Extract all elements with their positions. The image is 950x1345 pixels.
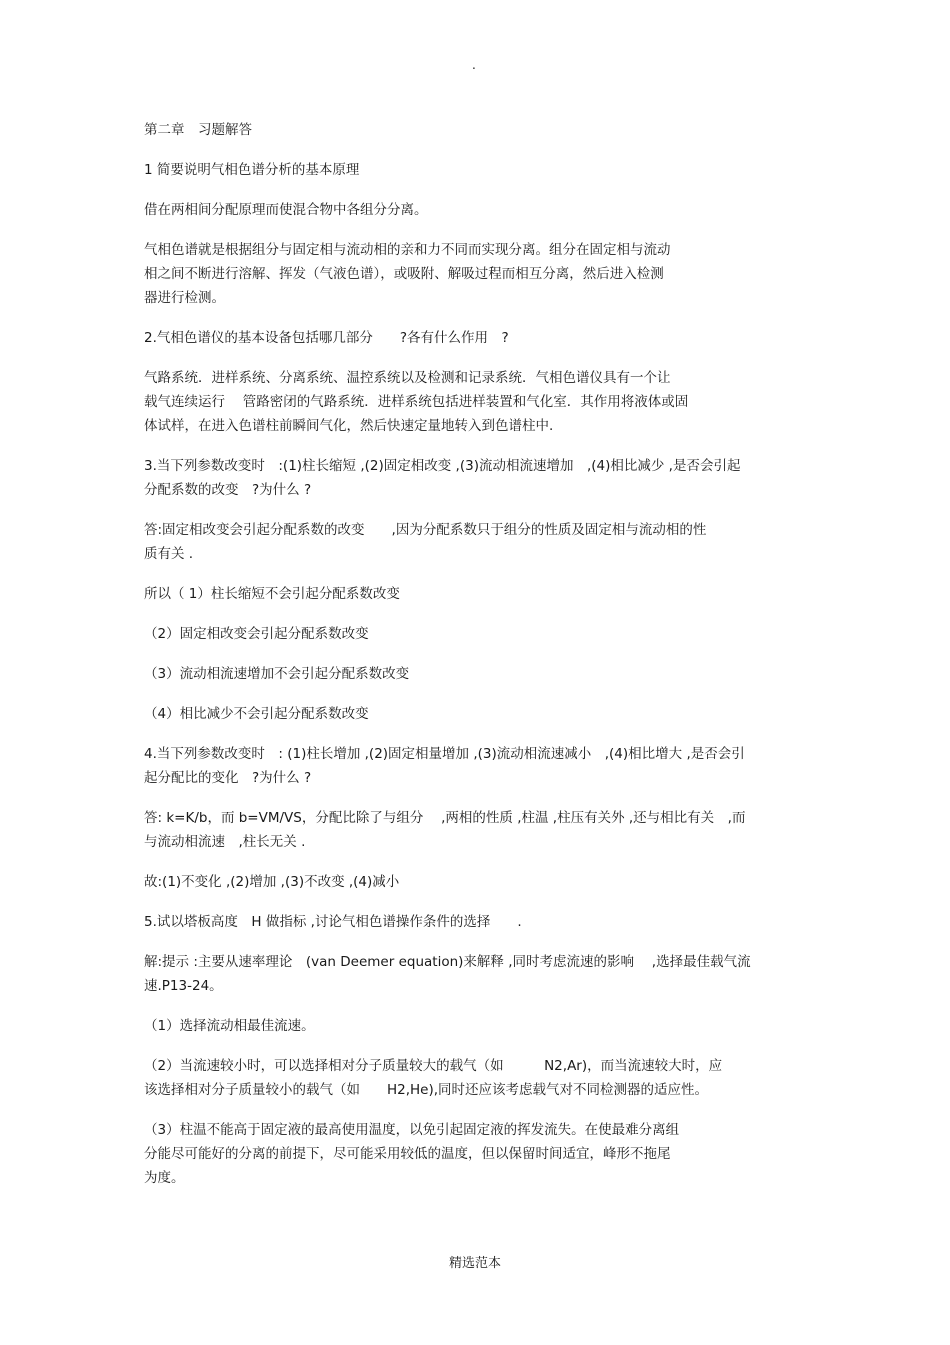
answer-3-item-3: （3）流动相流速增加不会引起分配系数改变 <box>144 666 410 682</box>
header-dot: . <box>472 58 476 72</box>
chapter-title: 第二章 习题解答 <box>144 122 252 138</box>
question-1: 1 简要说明气相色谱分析的基本原理 <box>144 162 360 178</box>
answer-5-item-2: （2）当流速较小时，可以选择相对分子质量较大的载气（如 N2,Ar)，而当流速较大时，应 该选择相对分子质量较小的载气（如 H2,He),同时还应该考虑载气对不同检测器的适应性。 <box>144 1058 723 1098</box>
answer-5-item-1: （1）选择流动相最佳流速。 <box>144 1018 315 1034</box>
question-4: 4.当下列参数改变时 : (1)柱长增加 ,(2)固定相量增加 ,(3)流动相流速减小 ,(4)相比增大 ,是否会引 起分配比的变化 ?为什么 ? <box>144 746 745 786</box>
page-footer: 精选范本 <box>448 1256 501 1271</box>
answer-1-detail: 气相色谱就是根据组分与固定相与流动相的亲和力不同而实现分离。组分在固定相与流动 相之间不断进行溶解、挥发（气液色谱），或吸附、解吸过程而相互分离，然后进入检测 器进行检测。 <box>144 242 671 306</box>
answer-3-item-1: 所以（ 1）柱长缩短不会引起分配系数改变 <box>144 586 400 602</box>
answer-1-line: 借在两相间分配原理而使混合物中各组分分离。 <box>144 202 428 218</box>
question-3: 3.当下列参数改变时 :(1)柱长缩短 ,(2)固定相改变 ,(3)流动相流速增加 ,(4)相比减少 ,是否会引起 分配系数的改变 ?为什么 ? <box>144 458 741 498</box>
answer-5-item-3: （3）柱温不能高于固定液的最高使用温度，以免引起固定液的挥发流失。在使最难分离组 分能尽可能好的分离的前提下，尽可能采用较低的温度，但以保留时间适宜，峰形不拖尾 为度。 <box>144 1122 680 1186</box>
answer-3: 答:固定相改变会引起分配系数的改变 ,因为分配系数只于组分的性质及固定相与流动相的性 质有关 . <box>144 522 707 562</box>
question-5: 5.试以塔板高度 H 做指标 ,讨论气相色谱操作条件的选择 . <box>144 914 522 930</box>
document-body <box>144 118 804 1206</box>
answer-3-item-4: （4）相比减少不会引起分配系数改变 <box>144 706 369 722</box>
answer-4-conclusion: 故:(1)不变化 ,(2)增加 ,(3)不改变 ,(4)减小 <box>144 874 400 890</box>
answer-4: 答: k=K/b，而 b=VM/VS，分配比除了与组分 ,两相的性质 ,柱温 ,柱压有关外 ,还与相比有关 ,而 与流动相流速 ,柱长无关 . <box>144 810 746 850</box>
answer-2: 气路系统．进样系统、分离系统、温控系统以及检测和记录系统．气相色谱仪具有一个让 载气连续运行 管路密闭的气路系统．进样系统包括进样装置和气化室．其作用将液体或固 体试样，在进入色谱柱前瞬间气化，然后快速定量地转入到色谱柱中. <box>144 370 689 434</box>
question-2: 2.气相色谱仪的基本设备包括哪几部分 ?各有什么作用 ? <box>144 330 509 346</box>
answer-3-item-2: （2）固定相改变会引起分配系数改变 <box>144 626 369 642</box>
answer-5-hint: 解:提示 :主要从速率理论 (van Deemer equation)来解释 ,同时考虑流速的影响 ,选择最佳载气流 速.P13-24。 <box>144 954 751 994</box>
